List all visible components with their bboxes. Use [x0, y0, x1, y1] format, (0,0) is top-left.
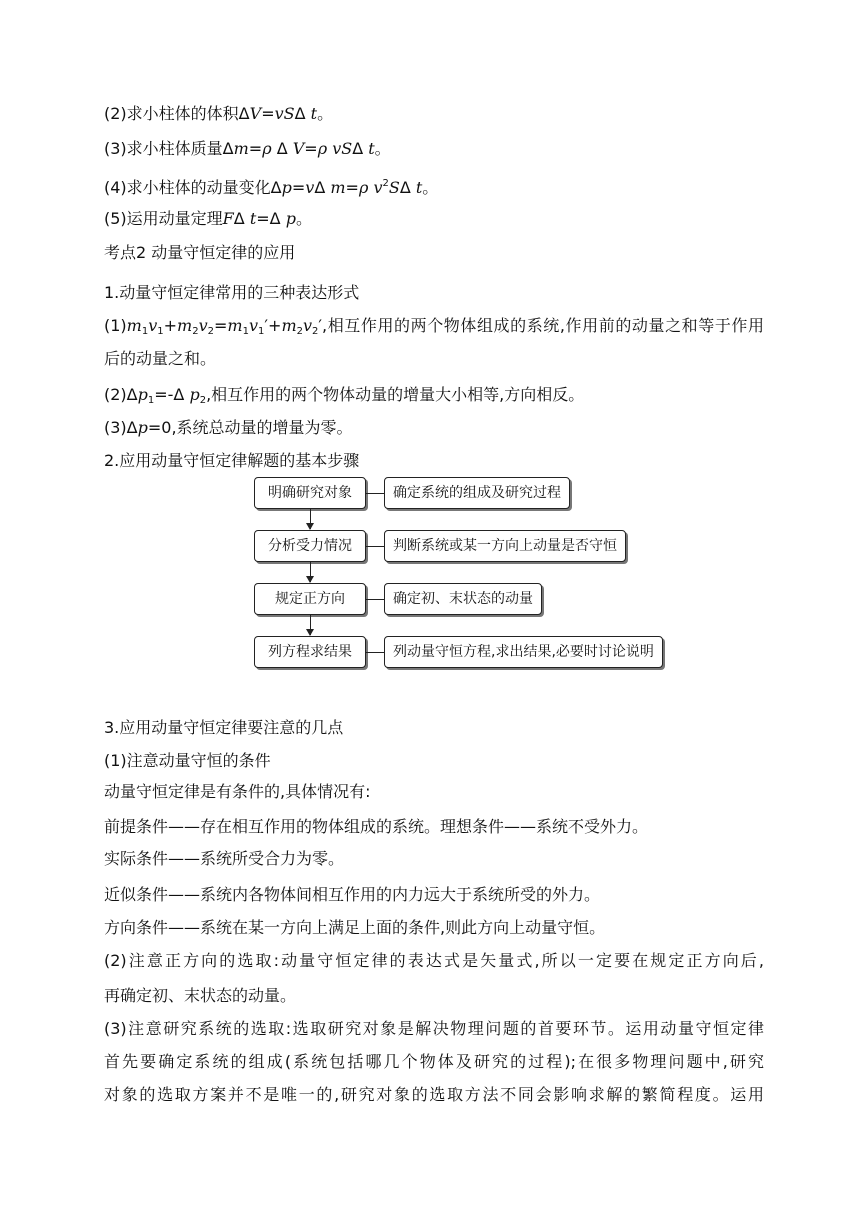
flow-note-4: 列动量守恒方程,求出结果,必要时讨论说明	[384, 636, 663, 668]
subheading-forms: 1.动量守恒定律常用的三种表达形式	[104, 283, 360, 302]
flow-connector	[366, 546, 384, 547]
flow-step-4: 列方程求结果	[254, 636, 366, 668]
flow-note-1: 确定系统的组成及研究过程	[384, 477, 570, 509]
flow-arrow-down	[310, 509, 311, 529]
form-2: $(2)\Delta p_1=-\Delta$ $p_2$,相互作用的两个物体动量的增量大小相等,方向相反。	[104, 385, 585, 406]
step-mass: (3)求小柱体质量Δm=ρ Δ V=ρ vSΔ t。	[104, 139, 391, 158]
flow-note-2: 判断系统或某一方向上动量是否守恒	[384, 530, 626, 562]
flow-step-2: 分析受力情况	[254, 530, 366, 562]
step-theorem: (5)运用动量定理FΔ t=Δ p。	[104, 209, 312, 228]
form-1: $(1)m_1v_1+m_2v_2=m_1v_1'+m_2v_2'$,相互作用的两个物体组成的系统,作用前的动量之和等于作用	[104, 316, 764, 337]
paragraph: 近似条件——系统内各物体间相互作用的内力远大于系统所受的外力。	[104, 885, 601, 904]
paragraph: 方向条件——系统在某一方向上满足上面的条件,则此方向上动量守恒。	[104, 918, 606, 937]
form-3: (3)Δp=0,系统总动量的增量为零。	[104, 418, 353, 437]
solution-steps-flowchart	[254, 477, 684, 669]
flow-connector	[366, 493, 384, 494]
flow-arrow-down	[310, 615, 311, 635]
paragraph: 前提条件——存在相互作用的物体组成的系统。理想条件——系统不受外力。	[104, 817, 649, 836]
step-volume: (2)求小柱体的体积ΔV=vSΔ t。	[104, 104, 334, 123]
paragraph: 再确定初、末状态的动量。	[104, 986, 297, 1005]
paragraph: (3)注意研究系统的选取:选取研究对象是解决物理问题的首要环节。运用动量守恒定律	[104, 1019, 764, 1038]
flow-note-3: 确定初、末状态的动量	[384, 583, 542, 615]
flow-connector	[366, 599, 384, 600]
note-1-heading: (1)注意动量守恒的条件	[104, 751, 271, 770]
section-heading: 考点2 动量守恒定律的应用	[104, 243, 296, 262]
flow-step-1: 明确研究对象	[254, 477, 366, 509]
subheading-notes: 3.应用动量守恒定律要注意的几点	[104, 718, 344, 737]
flow-step-3: 规定正方向	[254, 583, 366, 615]
paragraph: 首先要确定系统的组成(系统包括哪几个物体及研究的过程);在很多物理问题中,研究	[104, 1052, 764, 1071]
form-1-cont: 后的动量之和。	[104, 349, 217, 368]
step-momentum-change: (4)求小柱体的动量变化Δp=vΔ m=ρ $v^2S\Delta$ t。	[104, 178, 439, 197]
flow-arrow-down	[310, 562, 311, 582]
paragraph: 动量守恒定律是有条件的,具体情况有:	[104, 782, 371, 801]
paragraph: 对象的选取方案并不是唯一的,研究对象的选取方法不同会影响求解的繁简程度。运用	[104, 1085, 764, 1104]
subheading-steps: 2.应用动量守恒定律解题的基本步骤	[104, 451, 360, 470]
paragraph: 实际条件——系统所受合力为零。	[104, 849, 345, 868]
flow-connector	[366, 652, 384, 653]
paragraph: (2)注意正方向的选取:动量守恒定律的表达式是矢量式,所以一定要在规定正方向后,	[104, 951, 764, 970]
